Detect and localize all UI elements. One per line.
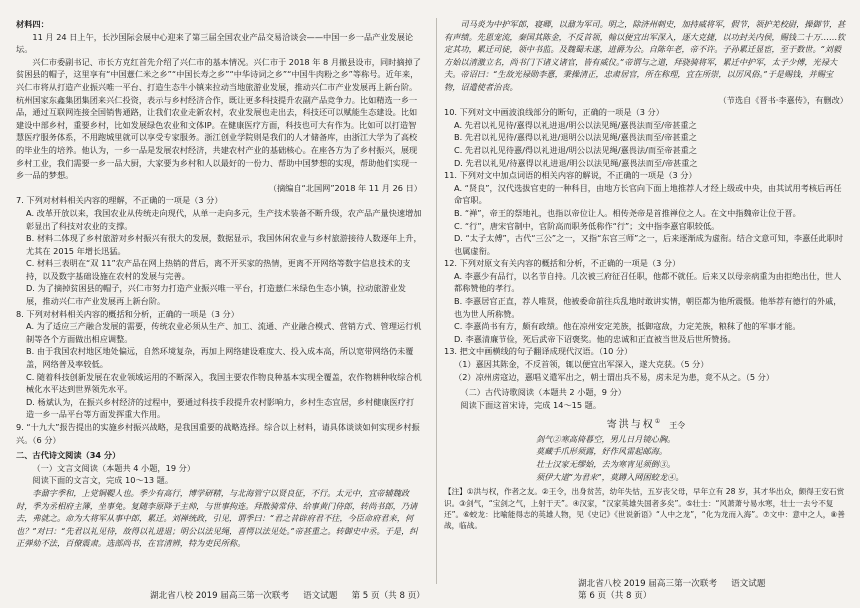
classical-text-cont: 司马炎为中护军郎，寝卿，以鼐为军司。明之，除济州刺史，加持威将军，假节，领护羌校尉，操御节，甚有声绩。先恩宠流，秦国其陈金，不反首领，翰以便宜出军深入，逐大克捷，以功封关内侯，赐钱二十万……钦定其功，累迁司徒，领中书监。及魏蜀未遂，进爵为公。自陈年老，帝不许。子孙累迁显宦，至于数世。“刘毅方始以清激立名，尚书门下诸义诸官，皆有威仪。”帝谓与之道，拜骁骑将军，累迁中护军，太子少傅，光禄大夫。帝诏曰：“生故光禄勋李憙，秉操清正，忠肃居官，所在称理，宜在所崇，以厉风俗。”于是赐钱，并赐宝物，诏遣使者治丧。 [444, 19, 846, 92]
section-2-instruction: 阅读下面的文言文，完成 10～13 题。 [32, 475, 174, 486]
question-10-option: D. 先君以礼见/待憙得以礼进退/明公以法见绳/憙畏法而至/帝甚重之 [454, 157, 698, 168]
question-10-option: B. 先君以礼见待/憙得以礼进/退明公以法见绳/憙畏法而至/帝甚重之 [454, 132, 697, 143]
footer-subject: 语文试题 [303, 591, 338, 601]
question-9-stem: 9. “十九大”报告提出的实施乡村振兴战略，是我国重要的战略选择。综合以上材料，请具体谈谈如何实现乡村振兴。（6 分） [16, 422, 420, 445]
material-heading: 材料四： [16, 19, 49, 29]
question-10-stem: 10. 下列对文中画波浪线部分的断句，正确的一项是（3 分） [444, 107, 664, 118]
question-7-option: A. 改革开放以来，我国农业从传统走向现代，从单一走向多元，生产技术装备不断升级，农产品产量快速增加彰显出了科技对农业的支撑。 [26, 207, 422, 231]
poetry-subtitle: （二）古代诗歌阅读（本题共 2 小题，9 分） [460, 387, 626, 398]
question-8-option: B. 由于我国农村地区地处偏远，自然环境复杂，再加上网络建设难度大、投入成本高，所以宽带网络仍未覆盖，网络普及率较低。 [26, 346, 414, 370]
question-7-stem: 7. 下列对材料相关内容的理解，不正确的一项是（3 分） [16, 195, 223, 206]
footer-page: 第 6 页（共 8 页） [578, 591, 652, 601]
footer-title: 湖北省八校 2019 届高三第一次联考 [150, 591, 290, 601]
question-8-option: A. 为了适应三产融合发展的需要，传统农业必须从生产、加工、流通、产业融合模式、营销方式、管理运行机制等各个方面做出相应调整。 [26, 321, 422, 344]
question-7-option: C. 材料三表明在“双 11”农产品在网上热销的背后，离不开买家的热情，更离不开网络等数字信息技术的支持，以及数字基础设施在农村的发展与完善。 [26, 258, 411, 281]
question-12-option: C. 李憙尚书有方，颇有政绩。他在凉州安定羌族，抵御寇敌，力定羌族，粮秣了他的军事才能。 [454, 321, 801, 332]
page-divider [436, 18, 437, 584]
question-11-option: C. “行”，唐宋官制中，官阶高而职务低称作“行”；文中指李憙官职较低。 [454, 220, 720, 231]
poem-notes: 【注】①洪与权，作者之友。②王令，出身贫苦，幼年失怙，五岁丧父母，早年立有 28 岁，其才华出众，颇得王安石赏识。③剑气，“宝剑之气，上射于天”。④汉家，“汉家英雄失国者多矣”。⑤壮士：“风萧萧兮易水寒，壮士一去兮不复还”。⑥蛟龙：比喻能得志的英雄人物，见《史记》《世说新语》“人中之龙”，“化为龙而入海”。⑦文中：意中之人，⑧善战，临战。 [444, 487, 845, 531]
poem-line: 须伊大道“为君来”，莫蹲入网困蛟龙④。 [536, 471, 684, 482]
question-13-item: （1）憙因其陈金，不反首领，辄以便宜出军深入，遂大克获。（5 分） [454, 359, 709, 370]
question-8-option: D. 杨斌认为，在振兴乡村经济的过程中，要通过科技手段提升农村影响力，乡村生态宜居，乡村健康医疗打造一乡一品平台等方面发挥重大作用。 [26, 396, 415, 420]
question-12-stem: 12. 下列对原文有关内容的概括和分析，不正确的一项是（3 分） [444, 258, 681, 269]
question-12-option: D. 李憙清廉节俭，死后武帝下诏褒奖。他的忠诚和正直被当世及后世所赞扬。 [454, 333, 736, 344]
footer-title: 湖北省八校 2019 届高三第一次联考 [578, 579, 718, 589]
footer-subject: 语文试题 [731, 579, 766, 589]
classical-text: 李鼐字季和，上党铜鞮人也。季少有高行，博学研精，与北海管宁以贤良征，不行。太元中，宜帝辅魏政时，季为丞相府主簿，坐事免。复随李原降于主帅，与世事拘连。拜散骑常侍、给事黄门侍郎，转尚书郎，乃请去，弗就之。命为大将军从事中郎，累迁。刘禅统政，引见，谓季曰：“君之昔辟府君不往，今臣命府君来，何也？”对曰：“先君以礼见待，故得以礼进退；明公以法见绳，喜愕以法见处。”帝甚重之。转御史中丞。于是，纠正弹劾不法，百僚震肃。选部尚书，在官清辨，特为吏民所称。 [16, 487, 418, 549]
footer-page: 第 5 页（共 8 页） [351, 591, 425, 601]
poem-line: 莫藏手爪形须露，好作风雷起邮海。 [536, 446, 668, 457]
question-11-stem: 11. 下列对文中加点词语的相关内容的解说，不正确的一项是（3 分） [444, 170, 697, 181]
page-right [444, 18, 848, 586]
question-12-option: A. 李憙少有品行，以名节自持。几次被三府征召任职，他都不就任。后来又以母亲病重为由拒绝出仕，世人都称赞他的孝行。 [454, 270, 842, 294]
material-line: 兴仁市委副书记、市长方克红首先介绍了兴仁市的基本情况。兴仁市于 2018 年 8 月撤县设市，同时摘掉了贫困县的帽子，这里享有“中国薏仁米之乡”“中国长寿之乡”“中华诗词之乡”“中国牛肉粉之乡”等称号。近年来，兴仁市将从打造产业振兴唯一平台、打造生态牛小镇来拉动当地旅游业发展，推动兴仁市产业发展再上新台阶。杭州国家东鑫集团集团来兴仁投资，表示与乡村经济合作，既让更多科技提升农副产品竞争力。比如精选一乡一品，通过互联网连接全国销售通路，让我们农业走新农村，农业发展也走出去，科技还可以赋能生态建设。比如建设中部乡村，重要乡村，比如发展绿色农业和文体IP。在健康医疗方面，科技也可大有作为。比如可以打造智慧医疗服务体系，不用跑城里就可以享受专家服务。浙江创业学院则是我们的人才储备库，由浙江大学为了高校的毕业生的培养。他认为，一乡一品是发展农村经济，共建农村产业的基础核心。在座各方为了乡村振兴，展现乡村工业，我们需要一乡一品大厨，大家要为乡村和人以最好的一份力、帮助中国梦想的实现，帮助他们实现一乡一品的梦想。 [16, 56, 421, 181]
question-11-option: B. “禅”，帝王的祭地礼，也指以帝位让人。相传尧帝是首推禅位之人。在文中指魏帝让位于晋。 [454, 207, 801, 218]
footer-right [578, 578, 860, 602]
question-10-option: C. 先君以礼见待憙/得以礼进退/明公以法见绳/憙畏法/而至帝甚重之 [454, 144, 698, 155]
section-2-title: 二、古代诗文阅读（34 分） [16, 450, 121, 461]
question-7-option: D. 为了摘掉贫困县的帽子，兴仁市努力打造产业振兴唯一平台，打造薏仁米绿色生态小镇，拉动旅游业发展，推动兴仁市产业发展再上新台阶。 [26, 283, 406, 307]
material-source: （摘编自“北国网”2018 年 11 月 26 日） [268, 182, 422, 193]
poem-title-text: 寄洪与权 [606, 419, 655, 431]
poem-line: 壮士汉家无缪始，去为寒宵见须倒③。 [536, 458, 676, 469]
question-12-option: B. 李憙居官正直，荐人唯贤，他被委命前往兵乱地时敢讲实情，朝臣都为他所震慑。他举荐有德行的外戚，也为世人所称赞。 [454, 296, 842, 319]
footer-left [150, 590, 439, 602]
poem-line: 剑气②寒高倚暮空，男儿日月镜心胸。 [536, 433, 676, 444]
poem-title [444, 414, 848, 432]
poem-note-mark: ① [654, 418, 661, 426]
section-2-subtitle: （一）文言文阅读（本题共 4 小题，19 分） [32, 462, 196, 473]
question-7-option: B. 材料二体现了乡村旅游对乡村振兴有很大的发展，数据显示，我国休闲农业与乡村旅游接待人数逐年上升，尤其在 2015 年增长迅猛。 [26, 233, 422, 256]
question-13-stem: 13. 把文中画横线的句子翻译成现代汉语。（10 分） [444, 346, 633, 357]
question-8-stem: 8. 下列对材料相关内容的概括和分析，正确的一项是（3 分） [16, 308, 239, 319]
page-left [16, 18, 428, 586]
question-11-option: D. “太子太傅”，古代“三公”之一，又指“东宫三师”之一，后来逐渐成为虚衔。结合文意可知，李憙任此职时也属虚衔。 [454, 233, 844, 256]
question-11-option: A. “贤良”，汉代选拔官吏的一种科目，由地方长官向下面上地推荐人才经上级或中央，由其试用考核后再任命官职。 [454, 182, 842, 206]
poetry-instruction: 阅读下面这首宋诗，完成 14～15 题。 [460, 399, 602, 410]
question-13-item: （2）凉州虏寇边，憙唱义遣军出之，朝士谓出兵不易，虏未足为患，竟不从之。（5 分） [454, 371, 775, 382]
question-8-option: C. 随着科技创新发展在农业领域运用的不断深入，我国主要农作物良种基本实现全覆盖，农作物耕种收综合机械化水平达到世界领先水平。 [26, 371, 422, 395]
material-line: 11 月 24 日上午，长沙国际会展中心迎来了第三届全国农业产品交易洽谈会——中国一乡一品产业发展论坛。 [16, 31, 414, 55]
question-10-option: A. 先君以礼见待/憙得以礼进退/明公以法见绳/憙畏法而至/帝甚重之 [454, 119, 697, 130]
poem-author: 王令 [669, 420, 686, 430]
classical-source: （节选自《晋书·李憙传》，有删改） [718, 94, 848, 105]
